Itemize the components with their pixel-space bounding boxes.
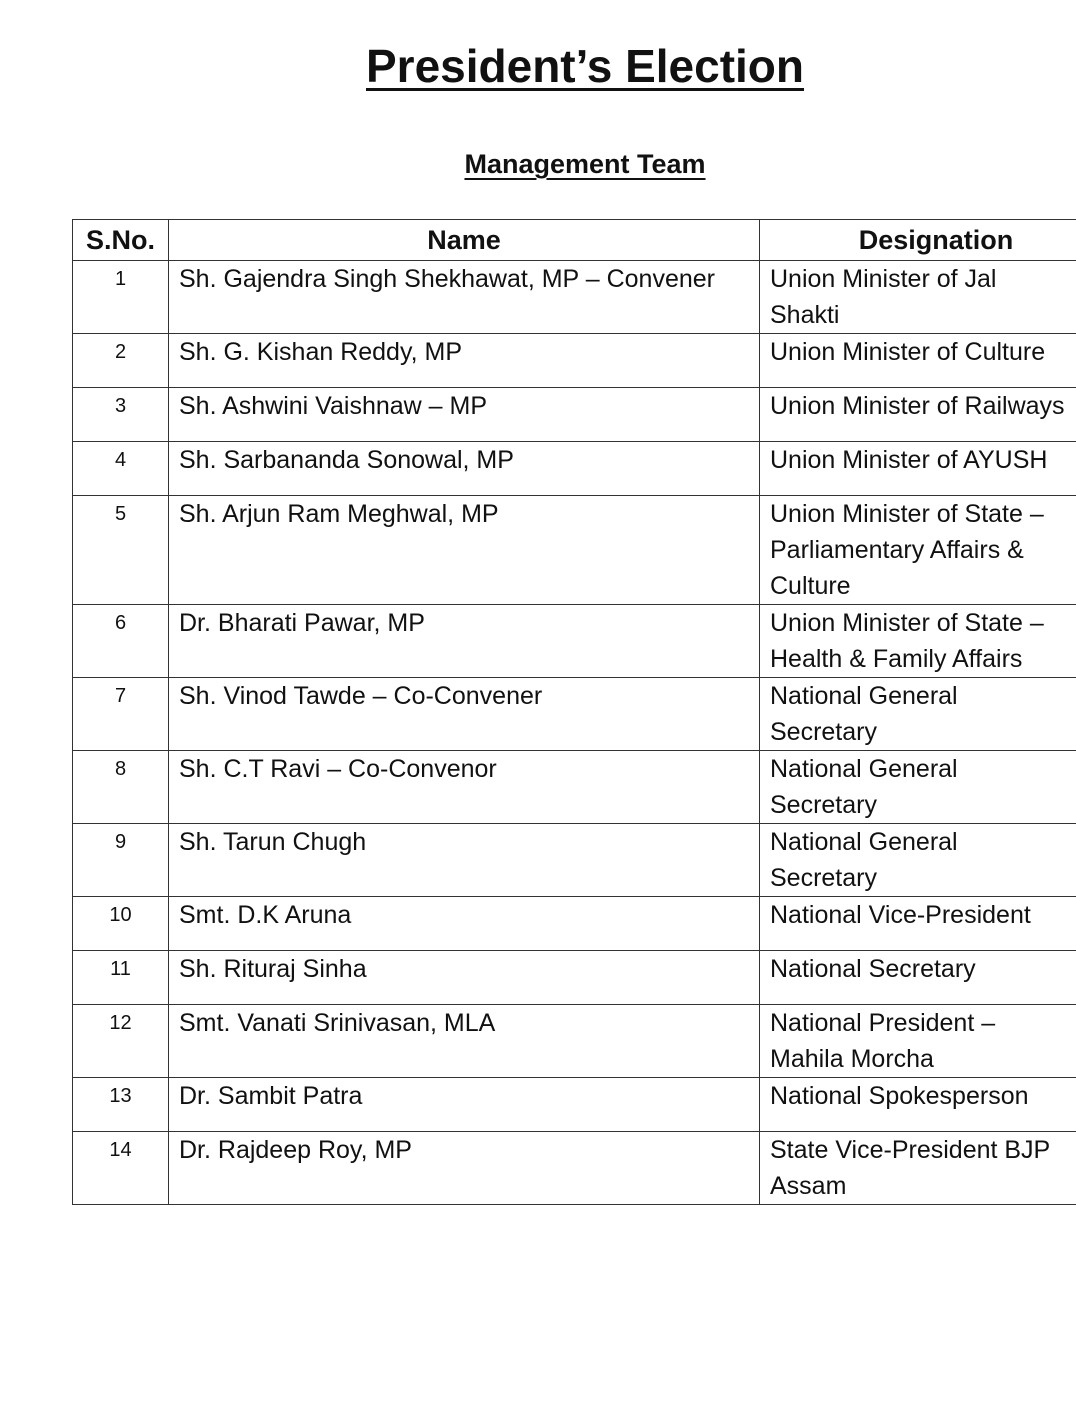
row-name: Sh. Vinod Tawde – Co-Convener [169,678,760,751]
row-designation [760,605,1076,678]
row-designation [760,1005,1076,1078]
row-sno: 3 [73,388,169,442]
row-name: Sh. Ashwini Vaishnaw – MP [169,388,760,442]
row-name: Sh. Gajendra Singh Shekhawat, MP – Convener [169,261,760,334]
header-name: Name [169,220,760,261]
header-designation: Designation [760,220,1076,261]
designation-text: National General Secretary [770,682,958,746]
row-designation [760,388,1076,442]
row-name: Sh. Sarbananda Sonowal, MP [169,442,760,496]
table-row [73,678,1076,751]
designation-text: Union Minister of State – Health & Family Affairs [770,609,1044,673]
row-designation [760,1078,1076,1132]
row-designation [760,496,1076,605]
row-name: Dr. Rajdeep Roy, MP [169,1132,760,1205]
row-designation [760,897,1076,951]
header-sno: S.No. [73,220,169,261]
section-title [0,145,1076,183]
row-sno: 9 [73,824,169,897]
row-sno: 2 [73,334,169,388]
designation-text: National General Secretary [770,828,958,892]
row-sno: 7 [73,678,169,751]
table-row [73,951,1076,1005]
row-designation [760,751,1076,824]
row-designation [760,1132,1076,1205]
designation-text: National General Secretary [770,755,958,819]
table-row [73,442,1076,496]
row-name: Sh. C.T Ravi – Co-Convenor [169,751,760,824]
row-sno: 8 [73,751,169,824]
table-row [73,334,1076,388]
table-row [73,496,1076,605]
table-row [73,1005,1076,1078]
row-name: Dr. Sambit Patra [169,1078,760,1132]
table-row [73,824,1076,897]
row-name: Smt. D.K Aruna [169,897,760,951]
management-team-table [72,219,1076,1205]
table-row [73,261,1076,334]
designation-text: National Spokesperson [770,1082,1029,1110]
row-designation [760,824,1076,897]
row-sno: 6 [73,605,169,678]
section-title-text: Management Team [464,149,706,179]
row-name: Sh. G. Kishan Reddy, MP [169,334,760,388]
row-sno: 11 [73,951,169,1005]
table-header-row [73,220,1076,261]
row-designation [760,334,1076,388]
designation-text: National Secretary [770,955,976,983]
table-row [73,1078,1076,1132]
row-designation [760,678,1076,751]
table-row [73,1132,1076,1205]
table-row [73,605,1076,678]
designation-text: National Vice-President [770,901,1031,929]
row-name: Smt. Vanati Srinivasan, MLA [169,1005,760,1078]
page-title-text: President’s Election [366,40,804,92]
page-title [0,36,1076,96]
row-sno: 5 [73,496,169,605]
designation-text: Union Minister of Jal Shakti [770,265,997,329]
row-designation [760,442,1076,496]
row-sno: 12 [73,1005,169,1078]
row-sno: 13 [73,1078,169,1132]
row-name: Dr. Bharati Pawar, MP [169,605,760,678]
designation-text: Union Minister of AYUSH [770,446,1048,474]
designation-text: Union Minister of Railways [770,392,1065,420]
table-row [73,388,1076,442]
row-name: Sh. Arjun Ram Meghwal, MP [169,496,760,605]
table-row [73,751,1076,824]
table-row [73,897,1076,951]
row-sno: 14 [73,1132,169,1205]
designation-text: Union Minister of Culture [770,338,1046,366]
row-designation [760,261,1076,334]
row-sno: 1 [73,261,169,334]
row-designation [760,951,1076,1005]
designation-text: National President – Mahila Morcha [770,1009,996,1073]
row-name: Sh. Tarun Chugh [169,824,760,897]
row-name: Sh. Rituraj Sinha [169,951,760,1005]
designation-text: Union Minister of State – Parliamentary Affairs & Culture [770,500,1044,600]
row-sno: 4 [73,442,169,496]
designation-text: State Vice-President BJP Assam [770,1136,1050,1200]
row-sno: 10 [73,897,169,951]
